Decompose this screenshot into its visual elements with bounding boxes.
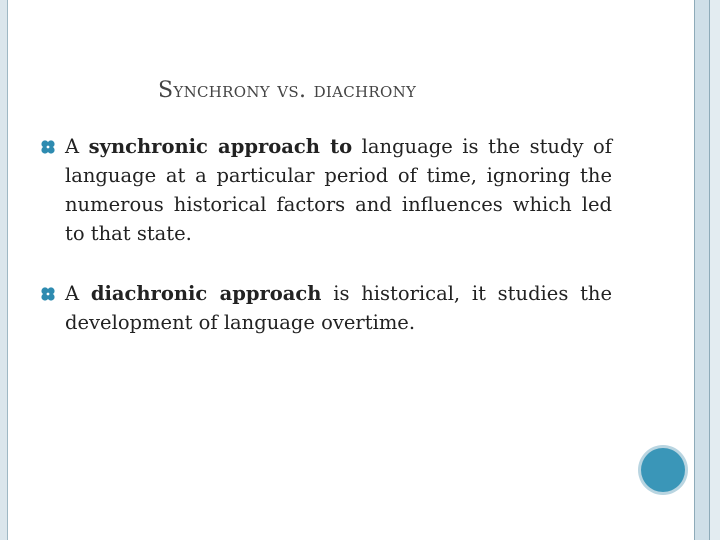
four-leaf-clover-icon [40, 139, 56, 155]
bullet-term: synchronic approach to [88, 135, 353, 158]
bullet-list [40, 132, 612, 337]
right-border-edge [710, 0, 720, 540]
slide-title: Synchrony vs. diachrony [158, 78, 417, 103]
four-leaf-clover-icon [40, 286, 56, 302]
bullet-item-synchronic [40, 132, 612, 248]
left-border-band [0, 0, 7, 540]
right-border-band [695, 0, 709, 540]
bullet-item-diachronic [40, 279, 612, 337]
left-border-line [7, 0, 8, 540]
bullet-text: language is the study of language at a particular period of time, ignoring the numerous historical factors and influences which led to that state. [65, 135, 613, 245]
bullet-lead: A [65, 282, 91, 305]
bullet-text: is historical, it studies the development of language overtime. [65, 282, 612, 334]
decorative-circle [641, 448, 685, 492]
bullet-term: diachronic approach [90, 282, 322, 305]
bullet-lead: A [65, 135, 89, 158]
